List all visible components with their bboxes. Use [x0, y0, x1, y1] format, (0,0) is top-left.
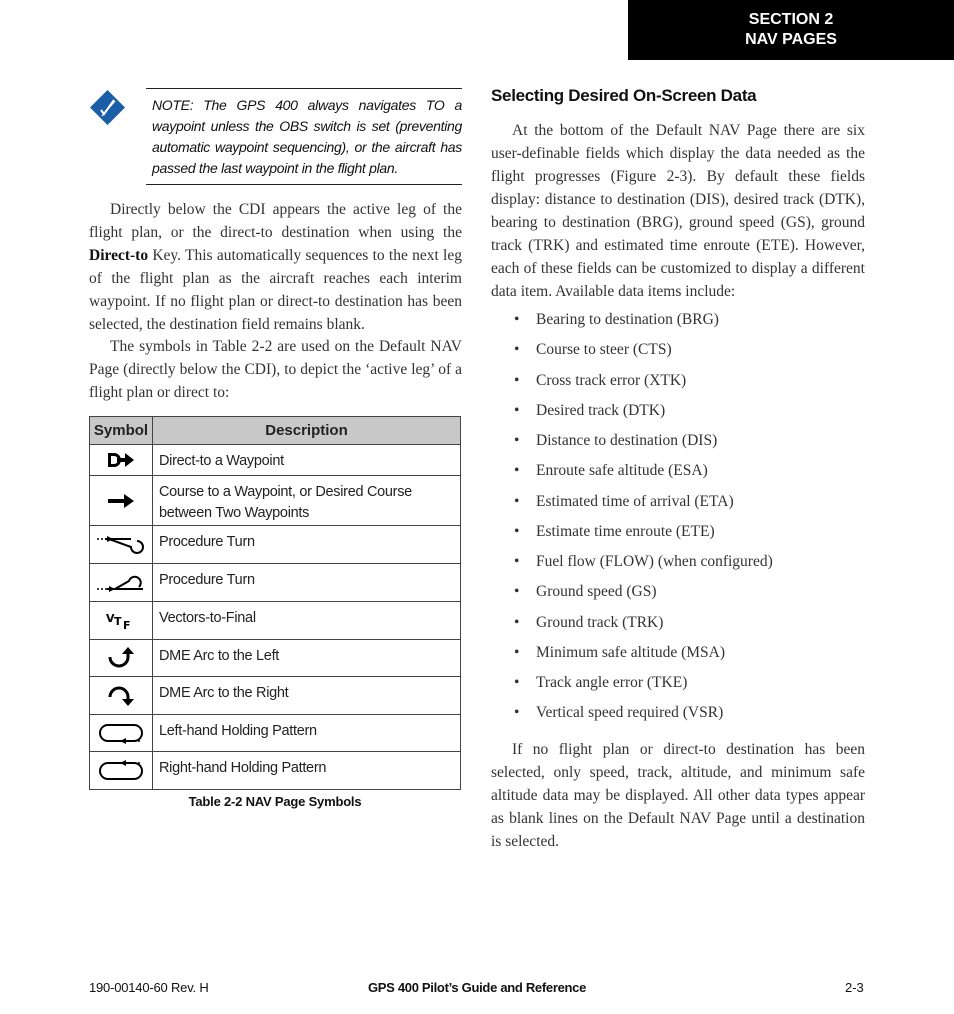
list-item: • Desired track (DTK)	[514, 399, 773, 429]
list-item: • Minimum safe altitude (MSA)	[514, 641, 773, 671]
symbol-description: DME Arc to the Right	[153, 677, 461, 715]
symbol-description: Left-hand Holding Pattern	[153, 715, 461, 752]
section-heading: Selecting Desired On-Screen Data	[491, 86, 757, 105]
symbol-description: Procedure Turn	[153, 526, 461, 564]
doc-number: 190-00140-60 Rev. H	[89, 980, 209, 995]
list-item: • Enroute safe altitude (ESA)	[514, 459, 773, 489]
list-item: • Ground track (TRK)	[514, 611, 773, 641]
table-row	[90, 476, 461, 526]
dme-arc-right-icon	[106, 685, 136, 707]
table-row	[90, 526, 461, 564]
table-row	[90, 677, 461, 715]
note-text: NOTE: The GPS 400 always navigates TO a waypoint unless the OBS switch is set (preventing automatic waypoint sequencing), or the aircraft has passed the last waypoint in the flight plan.	[146, 88, 462, 185]
table-header-row	[90, 417, 461, 445]
svg-text:V: V	[106, 611, 115, 625]
description-column-header: Description	[153, 417, 461, 445]
symbol-description: DME Arc to the Left	[153, 640, 461, 677]
right-paragraph-2: If no flight plan or direct-to destination has been selected, only speed, track, altitude, and minimum safe altitude data may be displayed. All other data types appear as blank lines on the Default NAV Page until a destination is selected.	[491, 741, 865, 850]
procedure-turn-left-icon	[95, 572, 147, 594]
section-number: SECTION 2	[748, 11, 834, 28]
direct-to-key-label: Direct-to	[89, 247, 149, 264]
table-row	[90, 602, 461, 640]
footer-title: GPS 400 Pilot’s Guide and Reference	[367, 980, 587, 995]
list-item: • Estimated time of arrival (ETA)	[514, 490, 773, 520]
course-arrow-icon	[106, 493, 136, 509]
list-item: • Ground speed (GS)	[514, 580, 773, 610]
list-item: • Estimate time enroute (ETE)	[514, 520, 773, 550]
table-row	[90, 445, 461, 476]
table-row	[90, 640, 461, 677]
section-header	[628, 0, 954, 60]
svg-text:T: T	[114, 614, 122, 628]
right-hold-icon	[96, 760, 146, 782]
dme-arc-left-icon	[106, 647, 136, 669]
data-items-list	[514, 308, 773, 732]
table-row	[90, 564, 461, 602]
list-item: • Cross track error (XTK)	[514, 369, 773, 399]
left-paragraph-2: The symbols in Table 2-2 are used on the Default NAV Page (directly below the CDI), to depict the ‘active leg’ of a flight plan or direct to:	[89, 338, 462, 401]
symbol-description: Right-hand Holding Pattern	[153, 752, 461, 790]
left-hold-icon	[96, 722, 146, 744]
list-item: • Fuel flow (FLOW) (when configured)	[514, 550, 773, 580]
symbol-column-header: Symbol	[90, 417, 153, 445]
direct-to-icon	[106, 452, 136, 468]
pencil-note-icon	[89, 89, 126, 126]
list-item: • Distance to destination (DIS)	[514, 429, 773, 459]
page-number: 2-3	[845, 980, 864, 995]
svg-text:F: F	[123, 618, 131, 631]
list-item: • Track angle error (TKE)	[514, 671, 773, 701]
list-item: • Bearing to destination (BRG)	[514, 308, 773, 338]
list-item: • Course to steer (CTS)	[514, 338, 773, 368]
nav-symbols-table	[89, 416, 461, 790]
vectors-to-final-icon	[105, 611, 137, 631]
table-row	[90, 715, 461, 752]
symbol-description: Procedure Turn	[153, 564, 461, 602]
symbol-description: Vectors-to-Final	[153, 602, 461, 640]
list-item: • Vertical speed required (VSR)	[514, 701, 773, 731]
left-paragraph-1: Directly below the CDI appears the active leg of the flight plan, or the direct-to destination when using the Direct-to Key. This automatically sequences to the next leg of the flight plan as the aircraft reaches each interim waypoint. If no flight plan or direct-to destination has been selected, the destination field remains blank.	[89, 201, 462, 333]
procedure-turn-right-icon	[95, 534, 147, 556]
right-paragraph-1: At the bottom of the Default NAV Page there are six user-definable fields which display the data needed as the flight progresses (Figure 2-3). By default these fields display: distance to destination (DIS), desired track (DTK), bearing to destination (BRG), ground speed (GS), ground track (TRK) and estimated time enroute (ETE). However, each of these fields can be customized to display a different data item. Available data items include:	[491, 122, 865, 300]
table-caption: Table 2-2 NAV Page Symbols	[188, 794, 362, 809]
table-row	[90, 752, 461, 790]
symbol-description: Course to a Waypoint, or Desired Course between Two Waypoints	[153, 476, 461, 526]
symbol-description: Direct-to a Waypoint	[153, 445, 461, 476]
section-title: NAV PAGES	[745, 31, 837, 48]
